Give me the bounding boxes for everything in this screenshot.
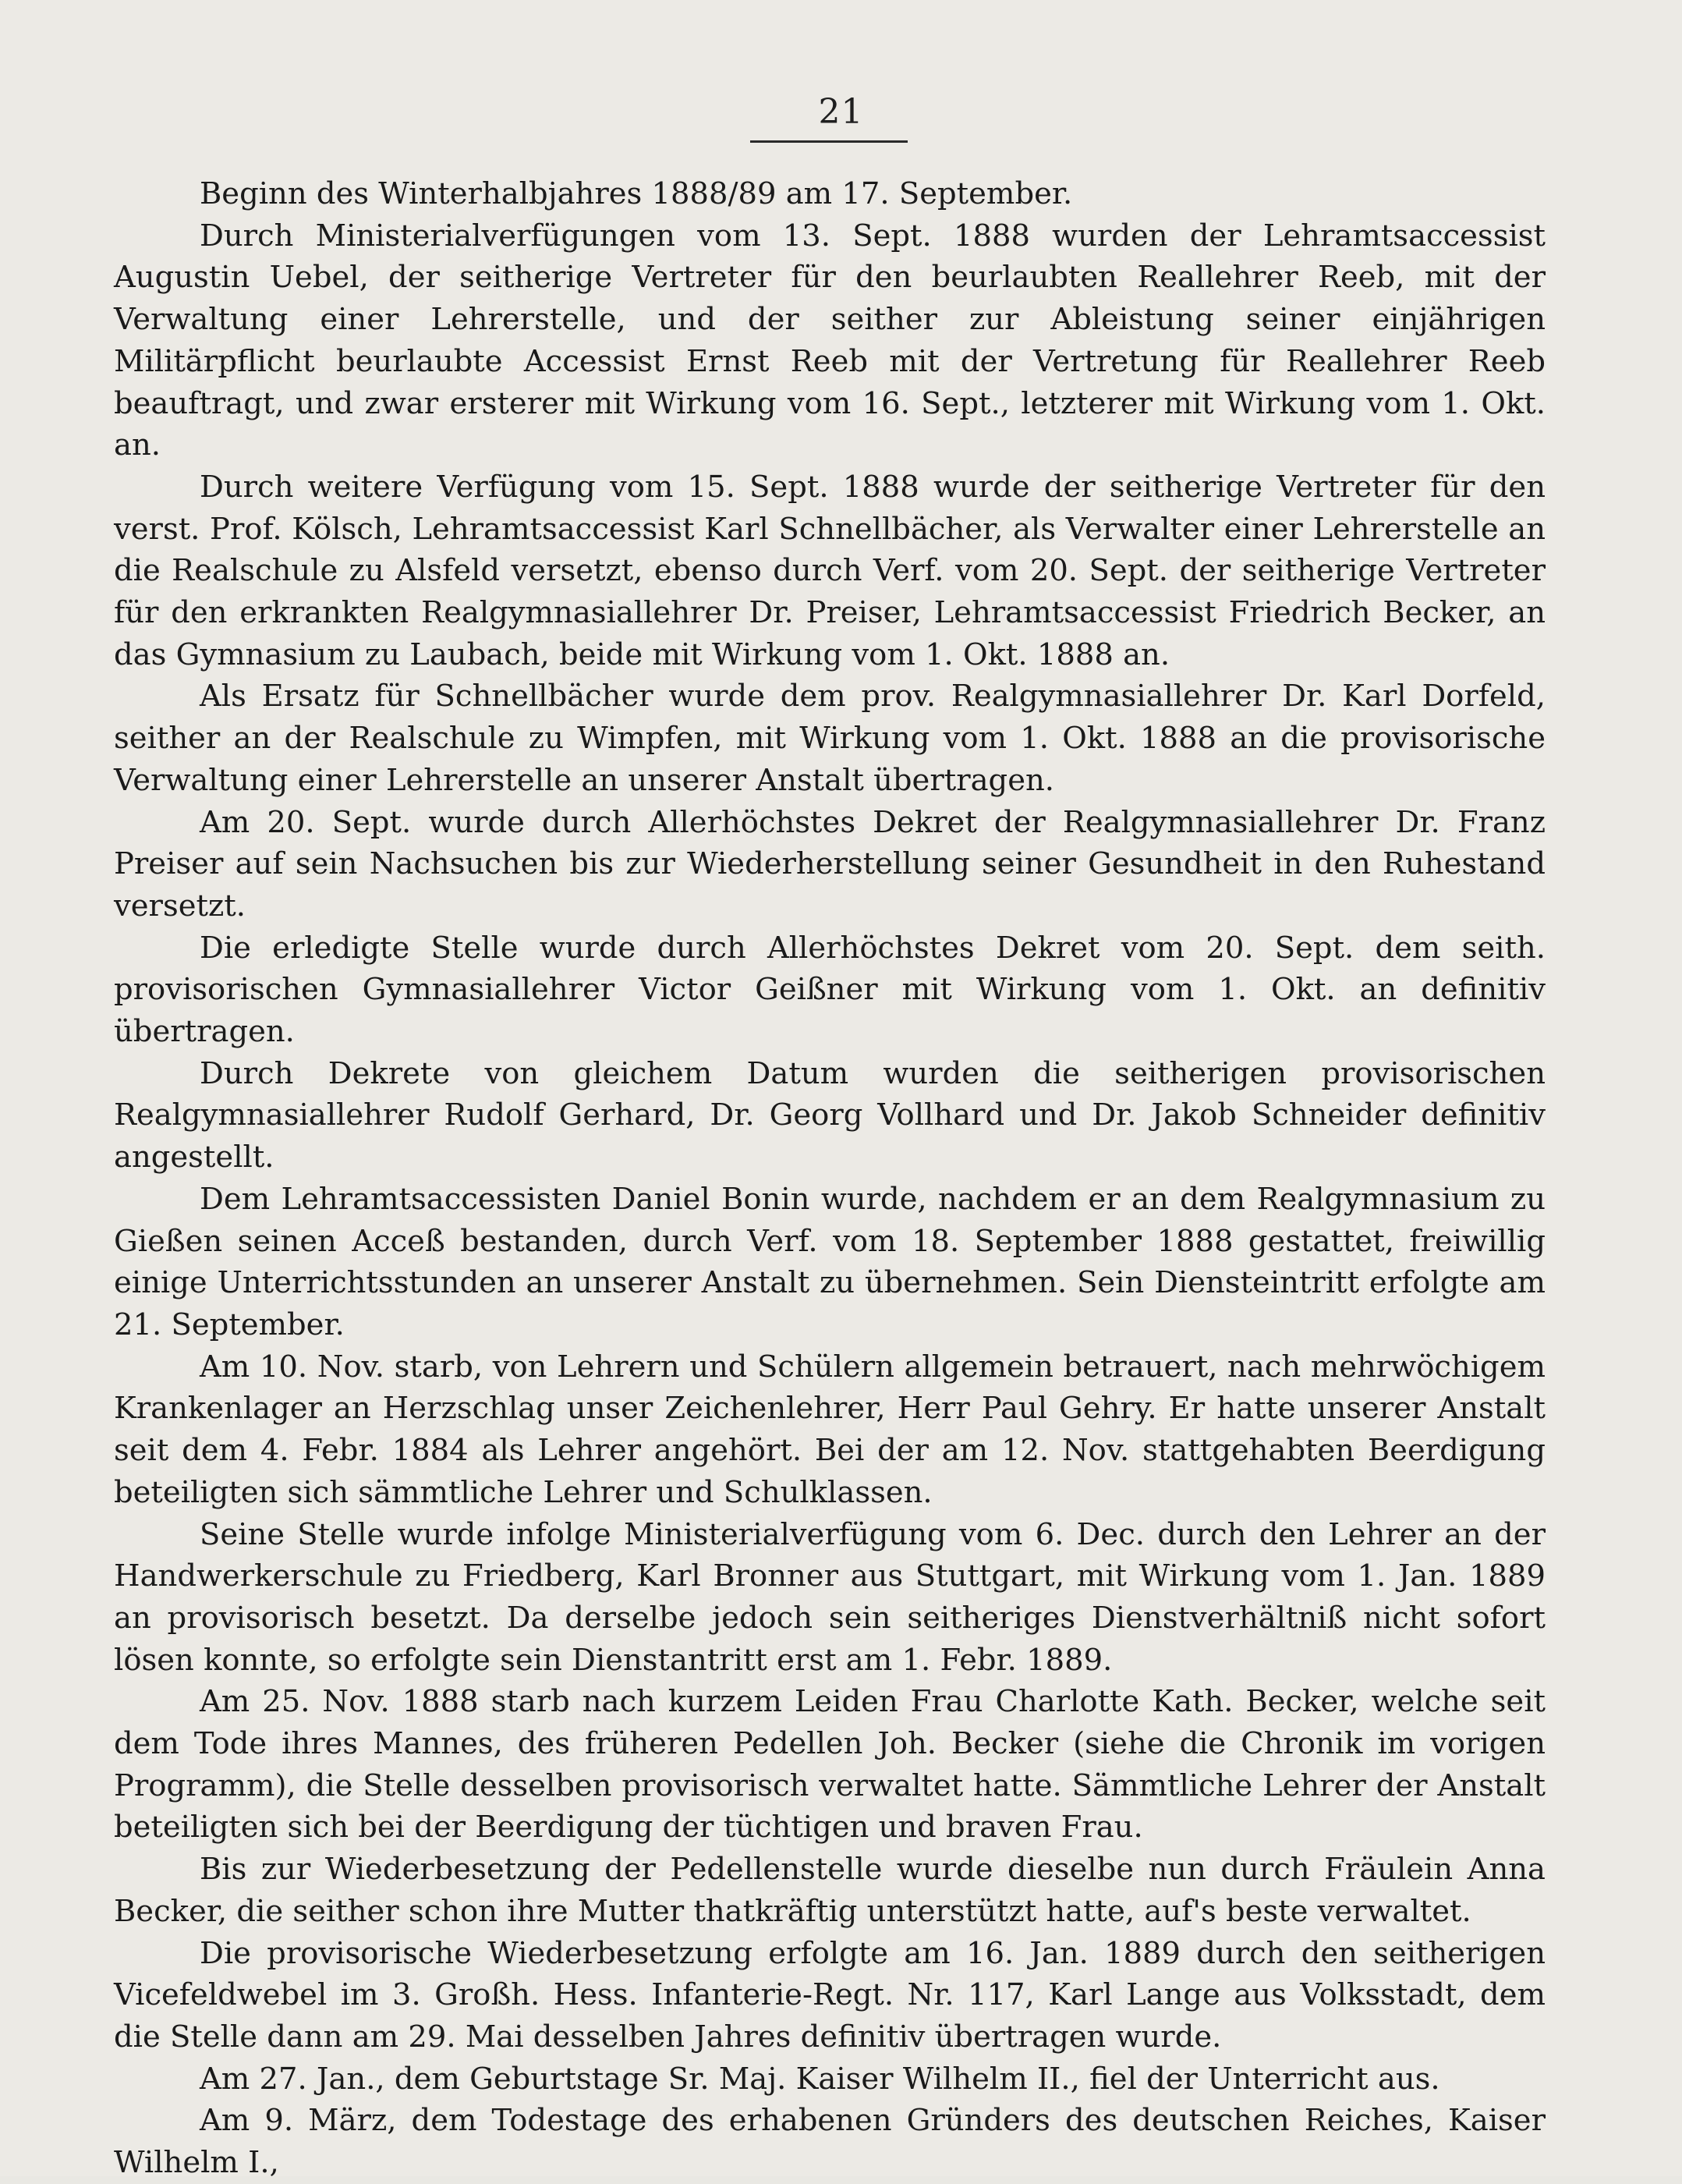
paragraph: Am 10. Nov. starb, von Lehrern und Schülern allgemein betrauert, nach mehrwöchigem Krankenlager an Herzschlag unser Zeichenlehrer, Herr Paul Gehry. Er hatte unserer Anstalt seit dem 4. Febr. 1884 als Lehrer angehört. Bei der am 12. Nov. stattgehabten Beerdigung beteiligten sich sämmtliche Lehrer und Schulklassen. (114, 1349, 1546, 1510)
paragraph: Am 27. Jan., dem Geburtstage Sr. Maj. Kaiser Wilhelm II., fiel der Unterricht aus. (200, 2061, 1440, 2097)
paragraph: Die provisorische Wiederbesetzung erfolgte am 16. Jan. 1889 durch den seitherigen Vicefeldwebel im 3. Großh. Hess. Infanterie-Regt. Nr. 117, Karl Lange aus Volksstadt, dem die Stelle dann am 29. Mai desselben Jahres definitiv übertragen wurde. (114, 1935, 1546, 2055)
paragraph: Am 9. März, dem Todestage des erhabenen Gründers des deutschen Reiches, Kaiser Wilhelm I., (114, 2103, 1546, 2181)
paragraph: Die erledigte Stelle wurde durch Allerhöchstes Dekret vom 20. Sept. dem seith. provisorischen Gymnasiallehrer Victor Geißner mit Wirkung vom 1. Okt. an definitiv übertragen. (114, 930, 1546, 1050)
paragraph: Seine Stelle wurde infolge Ministerialverfügung vom 6. Dec. durch den Lehrer an der Handwerkerschule zu Friedberg, Karl Bronner aus Stuttgart, mit Wirkung vom 1. Jan. 1889 an provisorisch besetzt. Da derselbe jedoch sein seitheriges Dienstverhältniß nicht sofort lösen konnte, so erfolgte sein Dienstantritt erst am 1. Febr. 1889. (114, 1516, 1546, 1678)
paragraph: Am 20. Sept. wurde durch Allerhöchstes Dekret der Realgymnasiallehrer Dr. Franz Preiser auf sein Nachsuchen bis zur Wiederherstellung seiner Gesundheit in den Ruhestand versetzt. (114, 804, 1546, 924)
paragraph: Durch Ministerialverfügungen vom 13. Sept. 1888 wurden der Lehramtsaccessist Augustin Uebel, der seitherige Vertreter für den beurlaubten Reallehrer Reeb, mit der Verwaltung einer Lehrerstelle, und der seither zur Ableistung seiner einjährigen Militärpflicht beurlaubte Accessist Ernst Reeb mit der Vertretung für Reallehrer Reeb beauftragt, und zwar ersterer mit Wirkung vom 16. Sept., letzterer mit Wirkung vom 1. Okt. an. (114, 218, 1546, 463)
paragraph: Bis zur Wiederbesetzung der Pedellenstelle wurde dieselbe nun durch Fräulein Anna Becker, die seither schon ihre Mutter thatkräftig unterstützt hatte, auf's beste verwaltet. (114, 1852, 1546, 1929)
paragraph: Durch Dekrete von gleichem Datum wurden die seitherigen provisorischen Realgymnasiallehrer Rudolf Gerhard, Dr. Georg Vollhard und Dr. Jakob Schneider definitiv angestellt. (114, 1055, 1546, 1175)
body-text (114, 173, 1546, 2184)
paragraph: Als Ersatz für Schnellbächer wurde dem prov. Realgymnasiallehrer Dr. Karl Dorfeld, seither an der Realschule zu Wimpfen, mit Wirkung vom 1. Okt. 1888 an die provisorische Verwaltung einer Lehrerstelle an unserer Anstalt übertragen. (114, 679, 1546, 798)
header-rule (750, 140, 908, 143)
page-number: 21 (818, 92, 864, 132)
paragraph: Durch weitere Verfügung vom 15. Sept. 1888 wurde der seitherige Vertreter für den verst. Prof. Kölsch, Lehramtsaccessist Karl Schnellbächer, als Verwalter einer Lehrerstelle an die Realschule zu Alsfeld versetzt, ebenso durch Verf. vom 20. Sept. der seitherige Vertreter für den erkrankten Realgymnasiallehrer Dr. Preiser, Lehramtsaccessist Friedrich Becker, an das Gymnasium zu Laubach, beide mit Wirkung vom 1. Okt. 1888 an. (114, 469, 1546, 672)
paragraph: Am 25. Nov. 1888 starb nach kurzem Leiden Frau Charlotte Kath. Becker, welche seit dem Tode ihres Mannes, des früheren Pedellen Joh. Becker (siehe die Chronik im vorigen Programm), die Stelle desselben provisorisch verwaltet hatte. Sämmtliche Lehrer der Anstalt beteiligten sich bei der Beerdigung der tüchtigen und braven Frau. (114, 1684, 1546, 1845)
paragraph: Beginn des Winterhalbjahres 1888/89 am 17. September. (200, 176, 1073, 211)
paragraph: Dem Lehramtsaccessisten Daniel Bonin wurde, nachdem er an dem Realgymnasium zu Gießen seinen Acceß bestanden, durch Verf. vom 18. September 1888 gestattet, freiwillig einige Unterrichtsstunden an unserer Anstalt zu übernehmen. Sein Diensteintritt erfolgte am 21. September. (114, 1181, 1546, 1342)
